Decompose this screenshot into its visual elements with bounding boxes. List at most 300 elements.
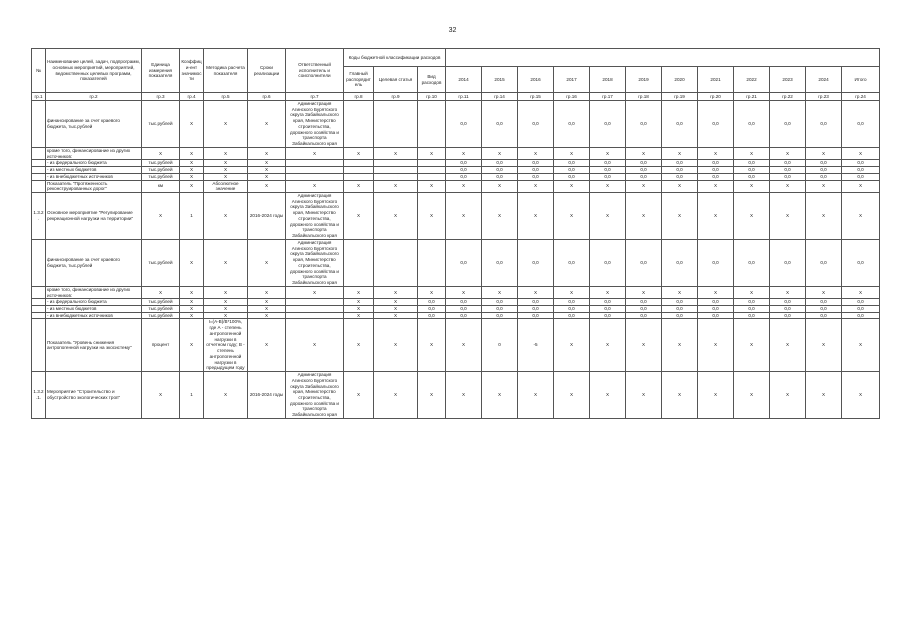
row-unit: тыс.рублей [142,101,180,148]
row-year-value: 0,0 [842,312,880,319]
row-method: Абсолютное значение [204,180,248,192]
row-unit: тыс.рублей [142,299,180,306]
row-method: I=(A-B)/B*100%, где А - степень антропогенной нагрузки в отчетном году; В - степень антропогенной нагрузки в предыдущем году [204,319,248,372]
row-executor: Администрация Агинского Бурятского округа Забайкальского края, Министерство строительства, дорожного хозяйства и транспорта Забайкальского края [286,239,344,286]
row-grbs [344,101,374,148]
row-unit: X [142,147,180,159]
row-executor: X [286,180,344,192]
row-grbs: X [344,312,374,319]
row-coef: X [180,299,204,306]
row-method: X [204,101,248,148]
row-exptype: 0,0 [418,299,446,306]
row-year-value: X [806,147,842,159]
header-coef: Коэффици-ент значимости [180,49,204,93]
row-exptype: X [418,372,446,419]
row-year-value: X [698,319,734,372]
row-year-value: X [662,319,698,372]
row-number [32,160,46,167]
row-coef: 1 [180,193,204,240]
row-year-value: X [518,372,554,419]
row-exptype: X [418,193,446,240]
table-row [32,147,880,159]
header-year: 2020 [662,67,698,93]
row-year-value: X [518,286,554,298]
row-year-value: 0,0 [842,173,880,180]
table-row [32,160,880,167]
row-year-value: 0,0 [446,160,482,167]
row-year-value: 0,0 [446,312,482,319]
row-year-value: X [698,147,734,159]
row-year-value: X [590,193,626,240]
row-exptype: X [418,286,446,298]
row-year-value: 0,0 [590,101,626,148]
row-year-value: 0,0 [770,173,806,180]
row-year-value: X [842,193,880,240]
header-name: Наименование целей, задач, подпрограмм, основных мероприятий, мероприятий, ведомственных целевых программ, показателей [46,49,142,93]
table-row [32,305,880,312]
row-name: Мероприятие "Строительство и обустройство экологических троп" [46,372,142,419]
row-year-value: 0,0 [806,167,842,174]
row-year-value: 0,0 [734,160,770,167]
column-number: гр.14 [482,93,518,101]
row-executor: X [286,319,344,372]
row-year-value: 0,0 [806,239,842,286]
column-number: гр.20 [698,93,734,101]
row-year-value: X [626,193,662,240]
row-year-value: 0,0 [482,312,518,319]
row-year-value: 0,0 [842,167,880,174]
row-year-value: 0,0 [446,101,482,148]
row-year-value: 0,0 [518,239,554,286]
row-coef: X [180,180,204,192]
row-year-value: -5 [518,319,554,372]
row-year-value: X [626,319,662,372]
row-executor: Администрация Агинского Бурятского округа Забайкальского края, Министерство строительства, дорожного хозяйства и транспорта Забайкальского края [286,372,344,419]
row-year-value: 0,0 [590,299,626,306]
row-year-value: 0,0 [734,312,770,319]
row-year-value: 0,0 [662,305,698,312]
row-year-value: 0,0 [770,167,806,174]
header-year: 2023 [770,67,806,93]
column-number: гр.16 [554,93,590,101]
row-target [374,239,418,286]
row-terms: X [248,180,286,192]
row-year-value: 0,0 [806,305,842,312]
row-terms: X [248,101,286,148]
row-executor [286,299,344,306]
header-year: Итого [842,67,880,93]
table-row [32,286,880,298]
row-year-value: 0,0 [662,160,698,167]
row-year-value: X [518,147,554,159]
row-executor [286,305,344,312]
row-coef: X [180,101,204,148]
row-year-value: 0,0 [626,239,662,286]
row-year-value: X [482,147,518,159]
row-coef: 1 [180,372,204,419]
row-year-value: 0,0 [698,167,734,174]
column-number: гр.21 [734,93,770,101]
row-number [32,319,46,372]
column-number: гр.9 [374,93,418,101]
column-number: гр.1 [32,93,46,101]
column-number: гр.11 [446,93,482,101]
row-year-value: X [590,319,626,372]
row-year-value: 0,0 [662,167,698,174]
row-target: X [374,319,418,372]
row-year-value: X [806,319,842,372]
row-target: X [374,312,418,319]
row-year-value: X [446,193,482,240]
row-year-value: X [770,147,806,159]
row-target: X [374,180,418,192]
row-year-value: 0,0 [626,312,662,319]
row-name: финансирование за счет краевого бюджета, тыс.рублей [46,101,142,148]
program-table [31,48,880,419]
table-row [32,299,880,306]
table-row [32,101,880,148]
row-coef: X [180,239,204,286]
row-year-value: 0,0 [662,101,698,148]
row-year-value: 0,0 [806,312,842,319]
header-year: 2021 [698,67,734,93]
column-number: гр.22 [770,93,806,101]
row-year-value: X [446,372,482,419]
row-terms: X [248,173,286,180]
column-number: гр.23 [806,93,842,101]
row-year-value: 0,0 [662,312,698,319]
row-method: X [204,167,248,174]
row-year-value: X [698,180,734,192]
row-year-value: X [842,372,880,419]
row-year-value: 0 [482,319,518,372]
row-method: X [204,239,248,286]
row-terms: X [248,160,286,167]
row-exptype: X [418,180,446,192]
table-row [32,193,880,240]
row-name: - из федерального бюджета [46,160,142,167]
row-year-value: 0,0 [554,299,590,306]
row-year-value: 0,0 [806,299,842,306]
table-row [32,312,880,319]
row-target: X [374,372,418,419]
row-year-value: 0,0 [770,101,806,148]
row-year-value: 0,0 [842,305,880,312]
row-year-value: 0,0 [770,160,806,167]
row-year-value: 0,0 [698,305,734,312]
column-number: гр.10 [418,93,446,101]
row-target: X [374,147,418,159]
row-year-value: 0,0 [554,167,590,174]
row-year-value: X [698,193,734,240]
row-method: X [204,160,248,167]
row-year-value: 0,0 [482,160,518,167]
row-year-value: X [806,372,842,419]
row-year-value: X [554,193,590,240]
row-year-value: 0,0 [734,299,770,306]
row-year-value: 0,0 [770,305,806,312]
row-year-value: 0,0 [554,305,590,312]
row-unit: тыс.рублей [142,305,180,312]
row-year-value: 0,0 [806,160,842,167]
row-number: 1.3.2. [32,193,46,240]
row-grbs: X [344,180,374,192]
row-year-value: X [446,180,482,192]
row-year-value: 0,0 [734,167,770,174]
header-year: 2019 [626,67,662,93]
row-grbs [344,160,374,167]
row-terms: X [248,319,286,372]
row-year-value: X [662,147,698,159]
column-number: гр.15 [518,93,554,101]
row-year-value: X [698,286,734,298]
row-year-value: X [590,147,626,159]
row-year-value: 0,0 [590,173,626,180]
row-coef: X [180,173,204,180]
row-year-value: 0,0 [518,101,554,148]
row-year-value: 0,0 [590,305,626,312]
row-year-value: 0,0 [626,173,662,180]
row-year-value: 0,0 [554,239,590,286]
row-year-value: X [806,180,842,192]
header-year: 2022 [734,67,770,93]
row-exptype: X [418,147,446,159]
header-year: 2018 [590,67,626,93]
row-unit: X [142,372,180,419]
row-name: финансирование за счет краевого бюджета, тыс.рублей [46,239,142,286]
row-grbs: X [344,372,374,419]
row-unit: X [142,193,180,240]
row-year-value: X [554,180,590,192]
header-grbs: Главный распорядитель [344,67,374,93]
row-year-value: 0,0 [518,312,554,319]
row-coef: X [180,147,204,159]
row-name: - из внебюджетных источников [46,173,142,180]
row-year-value: X [770,286,806,298]
row-year-value: 0,0 [446,239,482,286]
header-num: № [32,49,46,93]
row-year-value: 0,0 [518,160,554,167]
row-grbs: X [344,286,374,298]
row-year-value: 0,0 [626,101,662,148]
row-coef: X [180,319,204,372]
row-year-value: 0,0 [554,173,590,180]
row-year-value: 0,0 [626,167,662,174]
row-year-value: 0,0 [446,173,482,180]
row-terms: X [248,312,286,319]
row-year-value: 0,0 [590,167,626,174]
row-executor [286,167,344,174]
row-unit: тыс.рублей [142,239,180,286]
row-year-value: 0,0 [590,239,626,286]
row-method: X [204,147,248,159]
row-exptype [418,160,446,167]
row-year-value: X [446,147,482,159]
header-year: 2016 [518,67,554,93]
row-number [32,173,46,180]
row-year-value: 0,0 [842,160,880,167]
row-executor: Администрация Агинского Бурятского округа Забайкальского края, Министерство строительства, дорожного хозяйства и транспорта Забайкальского края [286,101,344,148]
row-unit: процент [142,319,180,372]
row-target: X [374,193,418,240]
row-coef: X [180,305,204,312]
row-year-value: X [734,180,770,192]
header-codes: Коды бюджетной классификации расходов [344,49,446,67]
row-unit: км [142,180,180,192]
row-name: Основное мероприятие "Регулирование рекреационной нагрузки на территории" [46,193,142,240]
row-target: X [374,286,418,298]
row-name: Показатель "Уровень снижения антропогенной нагрузки на экосистему" [46,319,142,372]
row-year-value: 0,0 [446,299,482,306]
row-year-value: X [662,193,698,240]
row-number [32,299,46,306]
row-executor: X [286,286,344,298]
row-name: кроме того, финансирование из других источников: [46,147,142,159]
row-year-value: X [518,193,554,240]
row-year-value: 0,0 [734,101,770,148]
column-number: гр.5 [204,93,248,101]
row-year-value: 0,0 [482,239,518,286]
column-number: гр.2 [46,93,142,101]
row-year-value: X [842,147,880,159]
table-row [32,173,880,180]
row-year-value: 0,0 [590,160,626,167]
row-year-value: 0,0 [626,299,662,306]
row-method: X [204,299,248,306]
row-year-value: 0,0 [698,299,734,306]
row-exptype: X [418,319,446,372]
column-number: гр.6 [248,93,286,101]
column-number: гр.8 [344,93,374,101]
row-executor [286,312,344,319]
row-year-value: X [590,180,626,192]
row-year-value: 0,0 [518,173,554,180]
row-year-value: X [554,319,590,372]
row-year-value: 0,0 [554,160,590,167]
row-exptype: 0,0 [418,312,446,319]
row-grbs: X [344,147,374,159]
row-number: 1.3.2.1. [32,372,46,419]
row-year-value: 0,0 [518,167,554,174]
row-grbs [344,167,374,174]
row-coef: X [180,312,204,319]
table-row [32,180,880,192]
row-year-value: 0,0 [734,239,770,286]
page-number: 32 [448,27,457,34]
row-name: кроме того, финансирование из других источников: [46,286,142,298]
row-year-value: 0,0 [482,173,518,180]
row-grbs: X [344,319,374,372]
row-executor: X [286,147,344,159]
row-target: X [374,305,418,312]
row-terms: 2016-2024 годы [248,372,286,419]
row-year-value: 0,0 [662,299,698,306]
row-exptype: 0,0 [418,305,446,312]
row-name: - из федерального бюджета [46,299,142,306]
row-exptype [418,173,446,180]
row-name: Показатель "Протяженность реконструированных дорог" [46,180,142,192]
row-terms: X [248,305,286,312]
row-year-value: 0,0 [662,239,698,286]
row-year-value: 0,0 [734,173,770,180]
row-year-value: 0,0 [482,305,518,312]
row-number [32,239,46,286]
row-year-value: X [626,372,662,419]
row-number [32,312,46,319]
column-number: гр.17 [590,93,626,101]
row-year-value: 0,0 [698,101,734,148]
row-target: X [374,299,418,306]
row-method: X [204,173,248,180]
row-number [32,305,46,312]
row-terms: X [248,286,286,298]
header-unit: Единица измерения показателя [142,49,180,93]
row-name: - из местных бюджетов [46,305,142,312]
row-year-value: 0,0 [842,239,880,286]
row-year-value: X [662,372,698,419]
row-number [32,286,46,298]
row-terms: X [248,299,286,306]
row-method: X [204,372,248,419]
row-unit: X [142,286,180,298]
row-year-value: X [626,180,662,192]
header-year: 2024 [806,67,842,93]
row-year-value: 0,0 [446,167,482,174]
row-year-value: 0,0 [806,173,842,180]
row-year-value: 0,0 [590,312,626,319]
row-unit: тыс.рублей [142,173,180,180]
row-year-value: 0,0 [446,305,482,312]
row-year-value: 0,0 [518,299,554,306]
row-year-value: 0,0 [842,299,880,306]
row-year-value: 0,0 [698,312,734,319]
row-year-value: X [770,193,806,240]
table-row [32,319,880,372]
row-year-value: X [842,319,880,372]
row-year-value: X [554,372,590,419]
row-number [32,167,46,174]
row-terms: X [248,239,286,286]
row-number [32,147,46,159]
row-target [374,160,418,167]
row-year-value: 0,0 [626,160,662,167]
row-year-value: 0,0 [770,299,806,306]
row-year-value: X [770,180,806,192]
row-year-value: X [590,286,626,298]
row-year-value: 0,0 [482,101,518,148]
row-exptype [418,167,446,174]
header-year: 2015 [482,67,518,93]
row-coef: X [180,160,204,167]
row-year-value: 0,0 [554,101,590,148]
row-year-value: X [482,372,518,419]
row-year-value: X [590,372,626,419]
column-number: гр.3 [142,93,180,101]
row-unit: тыс.рублей [142,167,180,174]
row-year-value: 0,0 [806,101,842,148]
header-target: Целевая статья [374,67,418,93]
row-name: - из местных бюджетов [46,167,142,174]
row-terms: 2016-2024 годы [248,193,286,240]
row-terms: X [248,167,286,174]
row-year-value: X [662,286,698,298]
row-year-value: X [446,319,482,372]
header-terms: Сроки реализации [248,49,286,93]
header-executor: Ответственный исполнитель и соисполнители [286,49,344,93]
row-year-value: X [734,319,770,372]
row-year-value: X [518,180,554,192]
row-year-value: 0,0 [662,173,698,180]
